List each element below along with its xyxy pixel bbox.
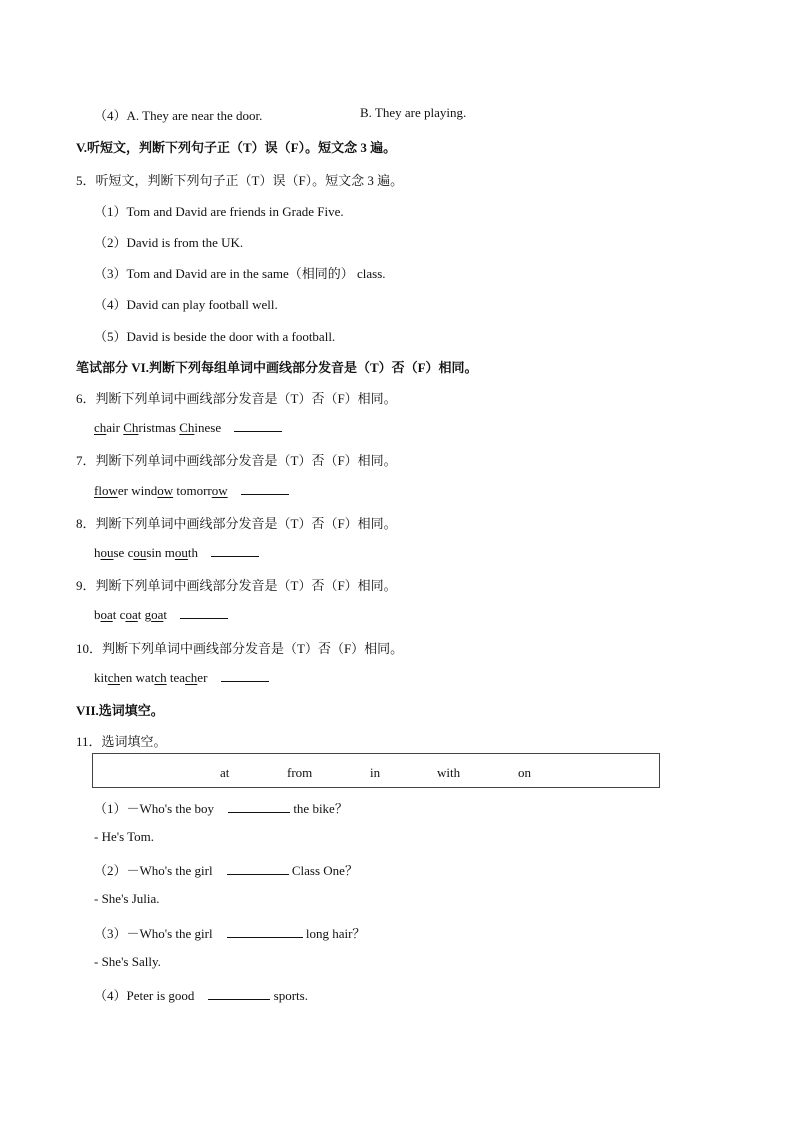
q6-word3-underlined: Ch [179,420,195,435]
q11-line-6: - She's Sally. [94,954,161,969]
q9-answer-blank[interactable] [180,606,228,619]
q7-title: 7．判断下列单词中画线部分发音是（T）否（F）相同。 [76,453,397,468]
q9-title: 9．判断下列单词中画线部分发音是（T）否（F）相同。 [76,578,397,593]
question-4-4 [94,105,262,124]
word-bank-box [92,753,660,788]
q11-title: 11．选词填空。 [76,734,167,749]
q8-title: 8．判断下列单词中画线部分发音是（T）否（F）相同。 [76,516,397,531]
q10-word2-underlined: ch [154,670,167,685]
q7-word3-underlined: ow [211,483,228,498]
q8-word3-underlined: ou [174,545,188,560]
q5-item-5: （5）David is beside the door with a football. [94,329,336,344]
q11-line-5: （3）－Who's the girl long hair？ [94,926,366,941]
word-bank-with: with [437,765,461,780]
q7-words: flower window tomorrow [94,482,289,499]
word-bank-on: on [518,765,531,780]
q11-line-3: （2）－Who's the girl Class One？ [94,863,358,878]
q11-blank-2[interactable] [227,862,289,875]
q4-4-prefix: （4） [94,108,127,123]
q10-answer-blank[interactable] [221,669,269,682]
q8-answer-blank[interactable] [211,544,259,557]
q9-words: boat coat goat [94,606,228,623]
q5-item-3: （3）Tom and David are in the same（相同的） class. [94,266,386,281]
q4-4-option-a: A. They are near the door. [126,108,263,123]
section-vii-heading: VII.选词填空。 [76,703,164,718]
q6-words: chair Christmas Chinese [94,419,282,436]
q11-line-2: - He's Tom. [94,829,155,844]
q11-blank-3[interactable] [227,925,303,938]
q4-4-option-b: B. They are playing. [360,105,467,120]
section-v-heading: V.听短文，判断下列句子正（T）误（F）。短文念 3 遍。 [76,140,397,155]
q10-title: 10．判断下列单词中画线部分发音是（T）否（F）相同。 [76,641,404,656]
q7-answer-blank[interactable] [241,482,289,495]
q5-item-1: （1）Tom and David are friends in Grade Five. [94,204,344,219]
section-vi-heading: 笔试部分 VI.判断下列每组单词中画线部分发音是（T）否（F）相同。 [76,360,478,375]
q8-word1-underlined: ou [100,545,114,560]
q6-answer-blank[interactable] [234,419,282,432]
q9-word3-underlined: oa [151,607,164,622]
q11-blank-4[interactable] [208,987,270,1000]
q8-words: house cousin mouth [94,544,259,561]
word-bank-in: in [370,765,381,780]
q7-word2-underlined: ow [157,483,174,498]
q11-blank-1[interactable] [228,800,290,813]
q6-word2-underlined: Ch [123,420,139,435]
q6-word1-underlined: ch [94,420,107,435]
q5-title: 5．听短文，判断下列句子正（T）误（F）。短文念 3 遍。 [76,173,404,188]
q7-word1-underlined: flow [94,483,118,498]
q6-title: 6．判断下列单词中画线部分发音是（T）否（F）相同。 [76,391,397,406]
q9-word1-underlined: oa [100,607,113,622]
q10-words: kitchen watch teacher [94,669,269,686]
q5-item-4: （4）David can play football well. [94,297,278,312]
q9-word2-underlined: oa [125,607,138,622]
q10-word3-underlined: ch [185,670,198,685]
word-bank-from: from [287,765,313,780]
q5-item-2: （2）David is from the UK. [94,235,244,250]
q11-line-7: （4）Peter is good sports. [94,988,308,1003]
q11-line-4: - She's Julia. [94,891,160,906]
q11-line-1: （1）－Who's the boy the bike？ [94,801,348,816]
word-bank-at: at [220,765,230,780]
q8-word2-underlined: ou [133,545,147,560]
q10-word1-underlined: ch [107,670,121,685]
